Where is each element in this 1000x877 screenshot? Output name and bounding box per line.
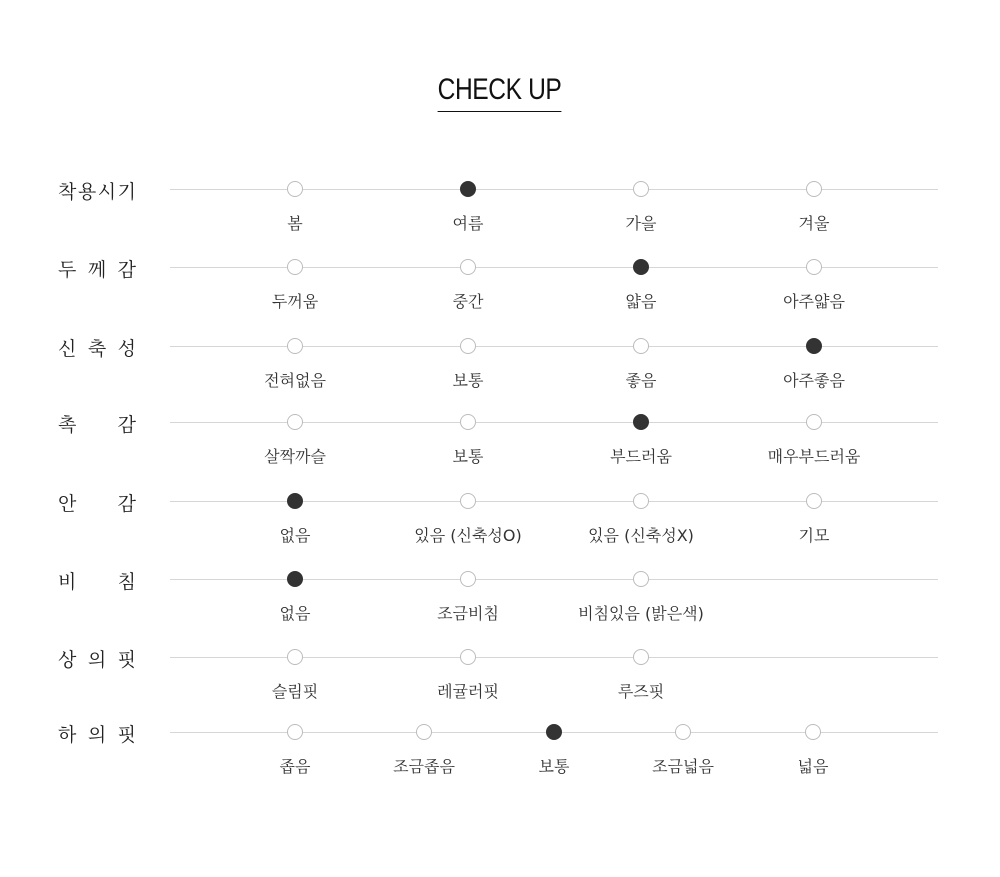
- row-label: [58, 720, 136, 747]
- row-label-char: 기: [117, 181, 136, 203]
- option-label: 레귤러핏: [437, 682, 499, 701]
- radio-dot[interactable]: [460, 493, 476, 509]
- radio-dot[interactable]: [416, 724, 432, 740]
- row-label: [58, 410, 136, 437]
- row-label-char: 두: [58, 259, 77, 281]
- radio-dot[interactable]: [806, 414, 822, 430]
- row-label: [58, 334, 136, 361]
- row-label-char: 비: [58, 571, 77, 593]
- option-label: 아주좋음: [783, 371, 845, 390]
- option-label: 부드러움: [610, 447, 672, 466]
- radio-dot[interactable]: [460, 414, 476, 430]
- row-label-char: 촉: [58, 414, 77, 436]
- option-label: 얇음: [625, 292, 657, 311]
- radio-dot[interactable]: [806, 493, 822, 509]
- radio-dot[interactable]: [633, 181, 649, 197]
- row-label-char: 침: [117, 571, 136, 593]
- option-label: 두꺼움: [271, 292, 319, 311]
- radio-dot[interactable]: [287, 181, 303, 197]
- row-label-char: 축: [87, 338, 107, 360]
- radio-dot-selected[interactable]: [633, 259, 649, 275]
- row-label: [58, 489, 136, 516]
- option-label: 보통: [452, 447, 484, 466]
- option-label: 전혀없음: [264, 371, 326, 390]
- radio-dot[interactable]: [460, 338, 476, 354]
- checkup-row: [0, 493, 1000, 561]
- radio-dot[interactable]: [287, 414, 303, 430]
- option-label: 겨울: [798, 214, 830, 233]
- radio-dot[interactable]: [287, 649, 303, 665]
- option-label: 있음 (신축성X): [588, 526, 694, 545]
- option-label: 가을: [625, 214, 657, 233]
- radio-dot[interactable]: [806, 259, 822, 275]
- row-label-char: 신: [58, 338, 77, 360]
- row-label: [58, 255, 136, 282]
- radio-dot[interactable]: [287, 338, 303, 354]
- radio-dot-selected[interactable]: [546, 724, 562, 740]
- radio-dot[interactable]: [805, 724, 821, 740]
- scale-line: [170, 346, 938, 347]
- option-label: 보통: [538, 757, 570, 776]
- row-label: [58, 177, 136, 204]
- option-label: 비침있음 (밝은색): [578, 604, 704, 623]
- option-label: 있음 (신축성O): [414, 526, 522, 545]
- row-label-char: 착: [58, 181, 77, 203]
- row-label-char: 성: [117, 338, 136, 360]
- radio-dot[interactable]: [633, 571, 649, 587]
- radio-dot[interactable]: [806, 181, 822, 197]
- radio-dot[interactable]: [460, 571, 476, 587]
- radio-dot[interactable]: [287, 724, 303, 740]
- option-label: 루즈핏: [617, 682, 665, 701]
- option-label: 조금비침: [437, 604, 499, 623]
- radio-dot[interactable]: [460, 649, 476, 665]
- row-label-char: 핏: [117, 724, 136, 746]
- row-label-char: 께: [87, 259, 107, 281]
- row-label-char: 하: [58, 724, 77, 746]
- checkup-row: [0, 649, 1000, 717]
- row-label: [58, 645, 136, 672]
- row-label-char: 시: [97, 181, 117, 203]
- row-label-char: 의: [87, 724, 107, 746]
- row-label-char: 감: [117, 259, 136, 281]
- option-label: 중간: [452, 292, 484, 311]
- scale-line: [170, 267, 938, 268]
- radio-dot[interactable]: [633, 338, 649, 354]
- radio-dot-selected[interactable]: [633, 414, 649, 430]
- radio-dot[interactable]: [287, 259, 303, 275]
- row-label-char: 용: [77, 181, 97, 203]
- option-label: 좋음: [625, 371, 657, 390]
- scale-line: [170, 422, 938, 423]
- row-label-char: 안: [58, 493, 77, 515]
- option-label: 매우부드러움: [767, 447, 861, 466]
- scale-line: [170, 501, 938, 502]
- checkup-row: [0, 338, 1000, 406]
- option-label: 좁음: [279, 757, 311, 776]
- radio-dot-selected[interactable]: [287, 493, 303, 509]
- option-label: 조금넓음: [652, 757, 714, 776]
- checkup-row: [0, 259, 1000, 327]
- row-label-char: 의: [87, 649, 107, 671]
- radio-dot[interactable]: [460, 259, 476, 275]
- option-label: 넓음: [797, 757, 829, 776]
- row-label-char: 상: [58, 649, 77, 671]
- radio-dot-selected[interactable]: [287, 571, 303, 587]
- option-label: 살짝까슬: [264, 447, 326, 466]
- option-label: 기모: [798, 526, 830, 545]
- row-label: [58, 567, 136, 594]
- radio-dot[interactable]: [633, 649, 649, 665]
- checkup-row: [0, 414, 1000, 482]
- scale-line: [170, 579, 938, 580]
- option-label: 조금좁음: [393, 757, 455, 776]
- option-label: 여름: [452, 214, 484, 233]
- radio-dot[interactable]: [675, 724, 691, 740]
- scale-line: [170, 189, 938, 190]
- option-label: 없음: [279, 526, 311, 545]
- row-label-char: 핏: [117, 649, 136, 671]
- radio-dot[interactable]: [633, 493, 649, 509]
- scale-line: [170, 657, 938, 658]
- checkup-row: [0, 724, 1000, 792]
- option-label: 보통: [452, 371, 484, 390]
- radio-dot-selected[interactable]: [806, 338, 822, 354]
- page-title: CHECK UP: [438, 70, 562, 112]
- checkup-row: [0, 181, 1000, 249]
- title-wrap: [0, 70, 1000, 112]
- option-label: 없음: [279, 604, 311, 623]
- option-label: 아주얇음: [783, 292, 845, 311]
- checkup-row: [0, 571, 1000, 639]
- radio-dot-selected[interactable]: [460, 181, 476, 197]
- row-label-char: 감: [117, 493, 136, 515]
- row-label-char: 감: [117, 414, 136, 436]
- option-label: 슬림핏: [271, 682, 319, 701]
- option-label: 봄: [287, 214, 303, 233]
